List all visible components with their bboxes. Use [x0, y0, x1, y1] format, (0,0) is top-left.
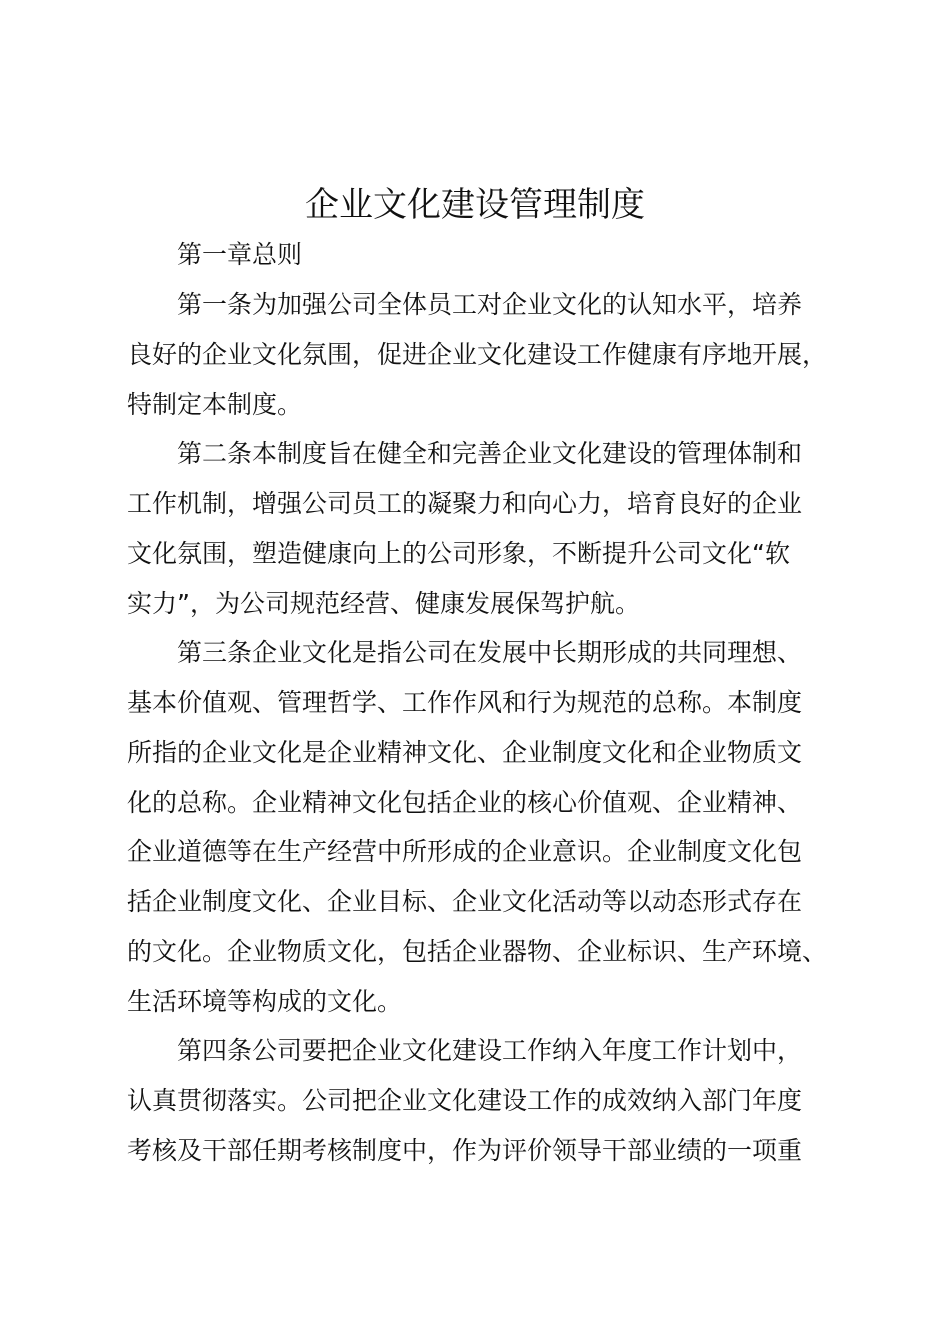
article-2-line-4: 实力”，为公司规范经营、健康发展保驾护航。 — [127, 589, 640, 618]
article-3-line-2: 基本价值观、管理哲学、工作作风和行为规范的总称。本制度 — [127, 688, 803, 717]
article-4-line-1: 第四条公司要把企业文化建设工作纳入年度工作计划中， — [177, 1036, 803, 1065]
article-2-line-3: 文化氛围，塑造健康向上的公司形象，不断提升公司文化“软 — [127, 539, 790, 568]
article-3-line-7: 的文化。企业物质文化，包括企业器物、企业标识、生产环境、 — [127, 937, 828, 966]
document-title: 企业文化建设管理制度 — [305, 185, 645, 225]
article-4-line-3: 考核及干部任期考核制度中，作为评价领导干部业绩的一项重 — [127, 1136, 803, 1165]
article-1-line-3: 特制定本制度。 — [127, 390, 303, 419]
article-3-line-1: 第三条企业文化是指公司在发展中长期形成的共同理想、 — [177, 638, 803, 667]
article-2-line-2: 工作机制，增强公司员工的凝聚力和向心力，培育良好的企业 — [127, 489, 803, 518]
article-3-line-8: 生活环境等构成的文化。 — [127, 987, 403, 1016]
article-3-line-5: 企业道德等在生产经营中所形成的企业意识。企业制度文化包 — [127, 837, 803, 866]
article-1-line-2: 良好的企业文化氛围，促进企业文化建设工作健康有序地开展， — [127, 340, 828, 369]
article-4-line-2: 认真贯彻落实。公司把企业文化建设工作的成效纳入部门年度 — [127, 1086, 803, 1115]
article-1-line-1: 第一条为加强公司全体员工对企业文化的认知水平，培养 — [177, 290, 803, 319]
article-2-line-1: 第二条本制度旨在健全和完善企业文化建设的管理体制和 — [177, 439, 803, 468]
article-3-line-3: 所指的企业文化是企业精神文化、企业制度文化和企业物质文 — [127, 738, 803, 767]
article-3-line-4: 化的总称。企业精神文化包括企业的核心价值观、企业精神、 — [127, 788, 803, 817]
chapter-heading: 第一章总则 — [177, 240, 303, 269]
article-3-line-6: 括企业制度文化、企业目标、企业文化活动等以动态形式存在 — [127, 887, 803, 916]
